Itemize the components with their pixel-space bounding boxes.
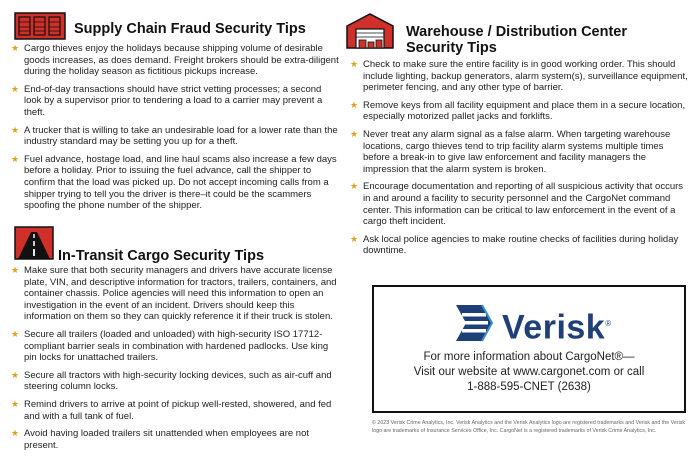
supply-chain-title: Supply Chain Fraud Security Tips	[74, 20, 306, 37]
more-info-text: For more information about CargoNet®—	[423, 351, 635, 363]
star-bullet-icon: ★	[11, 43, 20, 53]
list-item: ★ Secure all trailers (loaded and unloaded) with high-security ISO 17712-compliant barrier seals in combination with hardened padlocks. Use king pin locks for unattached trailers.	[11, 328, 329, 364]
warehouse-list	[347, 59, 691, 263]
list-item: ★ Remind drivers to arrive at point of pickup well-rested, showered, and fed and with a full tank of fuel.	[11, 398, 332, 422]
verisk-contact-box	[372, 285, 686, 413]
warehouse-header	[345, 10, 627, 56]
list-item: ★ Fuel advance, hostage load, and line haul scams also increase a few days before a holiday. Prior to issuing the fuel advance, call the shipper to confirm that the load was picked up. Do not accept incoming calls from a shipper trying to tell you the driver is there–it could be the scammers spoofing the phone number of the shipper.	[11, 153, 337, 212]
star-bullet-icon: ★	[350, 233, 359, 244]
verisk-wordmark: Verisk®	[502, 308, 612, 347]
list-item: ★ A trucker that is willing to take an undesirable load for a lower rate than the industry standard may be setting you up for a theft.	[11, 124, 338, 148]
star-bullet-icon: ★	[350, 128, 359, 139]
supply-chain-header	[14, 12, 306, 45]
list-item: ★ Ask local police agencies to make routine checks of facilities during holiday downtime.	[350, 233, 679, 257]
star-bullet-icon: ★	[11, 398, 20, 409]
star-bullet-icon: ★	[11, 428, 20, 439]
verisk-logo-icon	[452, 301, 496, 350]
verisk-logo	[452, 301, 612, 350]
list-item: ★ Check to make sure the entire facility is in good working order. This should include lighting, backup generators, alarm system(s), surveillance equipment, perimeter fencing, and any other type of barrier.	[350, 59, 688, 94]
star-bullet-icon: ★	[11, 124, 20, 135]
list-item: ★ Remove keys from all facility equipment and place them in a secure location, especially motorized pallet jacks and forklifts.	[350, 99, 686, 123]
star-bullet-icon: ★	[11, 153, 20, 164]
star-bullet-icon: ★	[11, 265, 20, 275]
star-bullet-icon: ★	[11, 83, 20, 94]
list-item: ★ End-of-day transactions should have strict vetting processes; a second look by a supervisor prior to tendering a load to a carrier may prevent a theft.	[11, 83, 323, 118]
website-text: Visit our website at www.cargonet.com or call	[413, 366, 645, 378]
container-icon	[14, 12, 66, 45]
in-transit-header	[14, 226, 264, 265]
in-transit-title: In-Transit Cargo Security Tips	[58, 247, 265, 264]
star-bullet-icon: ★	[11, 369, 20, 380]
star-bullet-icon: ★	[350, 181, 359, 192]
list-item: ★ Secure all tractors with high-security locking devices, such as air-cuff and steering column locks.	[11, 369, 332, 393]
warehouse-icon	[345, 12, 395, 55]
list-item: ★ Encourage documentation and reporting of all suspicious activity that occurs in and around a facility to security personnel and the CargoNet command center. This information can be critical to law enforcement in the event of a cargo theft incident.	[350, 181, 684, 228]
copyright-footer: © 2023 Verisk Crime Analytics, Inc. Verisk Analytics and the Verisk Analytics logo are registered trademarks and Verisk and the Verisk logo are trademarks of Insurance Services Office, Inc. CargoNet is a registered trademarks of Verisk Crime Analytics, Inc.	[372, 420, 686, 434]
list-item: ★ Cargo thieves enjoy the holidays because shipping volume of desirable goods increases, as does demand. Freight brokers should be extra-diligent during the holiday season as fictitious pickups increase.	[11, 43, 339, 78]
star-bullet-icon: ★	[11, 328, 20, 339]
phone-text: 1-888-595-CNET (2638)	[467, 381, 591, 393]
list-item: ★ Never treat any alarm signal as a false alarm. When targeting warehouse locations, cargo thieves tend to trip facility alarm systems multiple times before a break-in to give law enforcement and facility managers the impression that the alarm system is broken.	[350, 128, 671, 175]
list-item: ★ Avoid having loaded trailers sit unattended when employees are not present.	[11, 428, 310, 451]
star-bullet-icon: ★	[350, 99, 359, 110]
road-icon	[14, 226, 54, 265]
warehouse-title: Warehouse / Distribution Center Security Tips	[406, 24, 628, 56]
in-transit-list	[8, 265, 340, 457]
supply-chain-list	[8, 43, 340, 218]
star-bullet-icon: ★	[350, 59, 359, 69]
list-item: ★ Make sure that both security managers and drivers have accurate license plate, VIN, and descriptive information for tractors, trailers, containers, and container chassis. Police agencies will need this information to open an investigation in the event of an incident. Drivers should keep this information on them so they can quickly reference it if their truck is stolen.	[11, 265, 337, 323]
